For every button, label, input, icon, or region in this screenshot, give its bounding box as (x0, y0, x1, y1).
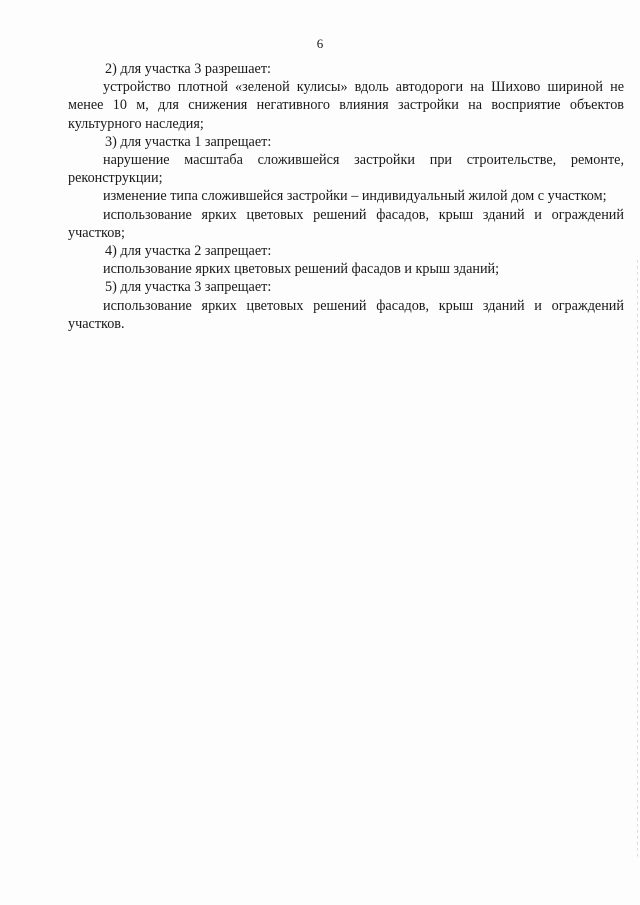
paragraph-bright-colors-plot-1: использование ярких цветовых решений фасадов, крыш зданий и ограждений участков; (68, 206, 624, 241)
section-heading-plot-1-prohibits: 3) для участка 1 запрещает: (105, 133, 272, 150)
paragraph-green-screen: устройство плотной «зеленой кулисы» вдоль автодороги на Шихово шириной не менее 10 м, для снижения негативного влияния застройки на восприятие объектов культурного наследия; (68, 79, 624, 132)
paragraph-bright-colors-plot-3: использование ярких цветовых решений фасадов, крыш зданий и ограждений участков. (68, 297, 624, 332)
page-number: 6 (316, 36, 324, 51)
section-heading-plot-3-allows: 2) для участка 3 разрешает: (105, 61, 271, 77)
section-heading-plot-3-prohibits: 5) для участка 3 запрещает: (105, 279, 272, 296)
paragraph-scale-violation: нарушение масштаба сложившейся застройки при строительстве, ремонте, реконструкции; (68, 152, 624, 187)
paragraph-type-change: изменение типа сложившейся застройки – индивидуальный жилой дом с участком; (103, 188, 607, 205)
document-body (68, 60, 624, 333)
section-heading-plot-2-prohibits: 4) для участка 2 запрещает: (105, 243, 272, 260)
paragraph-bright-colors-plot-2: использование ярких цветовых решений фасадов и крыш зданий; (103, 261, 500, 278)
scan-edge-artifact (637, 260, 638, 860)
